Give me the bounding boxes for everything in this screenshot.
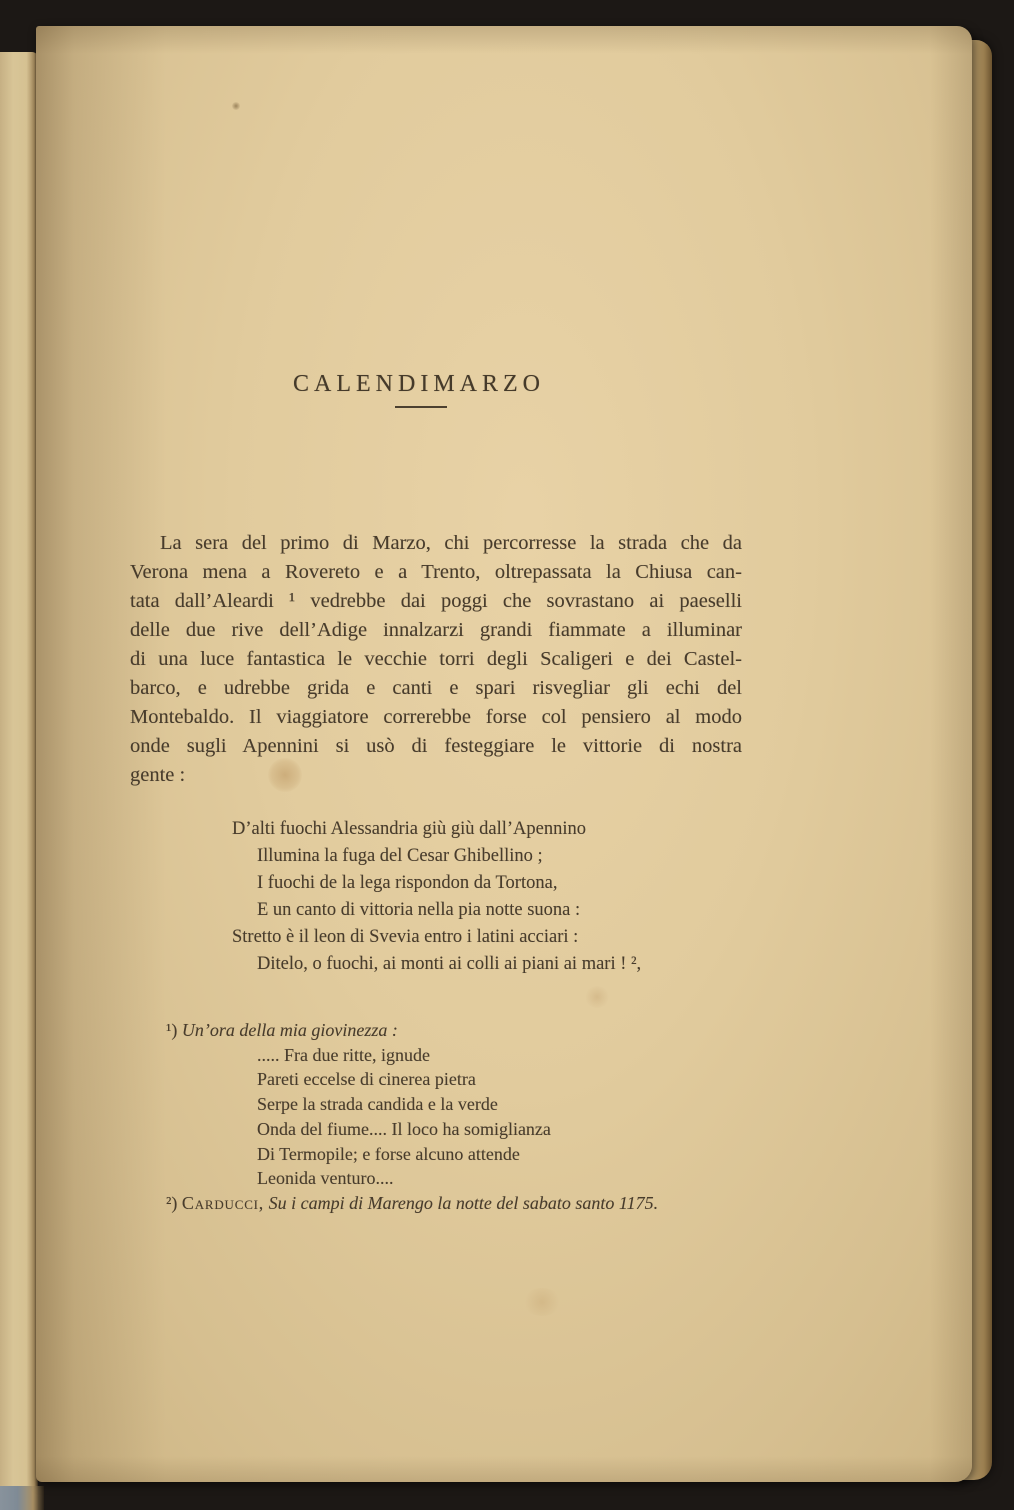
book-cover-glimpse bbox=[0, 1486, 44, 1510]
footnote-2-author: Carducci, bbox=[181, 1192, 265, 1213]
footnotes bbox=[166, 1018, 786, 1216]
footnote-verse-line: Serpe la strada candida e la verde bbox=[257, 1094, 498, 1115]
footnote-verse-line: ..... Fra due ritte, ignude bbox=[257, 1044, 430, 1065]
verse-line: E un canto di vittoria nella pia notte suona : bbox=[257, 900, 581, 920]
book-page bbox=[36, 26, 972, 1482]
verse-line: Illumina la fuga del Cesar Ghibellino ; bbox=[257, 846, 543, 866]
footnote-2 bbox=[166, 1191, 786, 1216]
paragraph-line: di una luce fantastica le vecchie torri degli Scaligeri e dei Castel- bbox=[130, 648, 742, 670]
verse-line: Stretto è il leon di Svevia entro i latini acciari : bbox=[232, 927, 579, 947]
paper-stain bbox=[584, 986, 610, 1008]
paper-stain bbox=[522, 1288, 562, 1316]
paper-stain bbox=[232, 102, 240, 110]
verse-line: I fuochi de la lega rispondon da Tortona, bbox=[257, 873, 558, 893]
facing-page-edge bbox=[0, 52, 38, 1510]
footnote-2-work-title: Su i campi di Marengo la notte del sabato santo 1175. bbox=[268, 1192, 659, 1213]
paragraph-line: Verona mena a Rovereto e a Trento, oltrepassata la Chiusa can- bbox=[130, 561, 742, 583]
paragraph-line: gente : bbox=[130, 764, 186, 786]
title-rule bbox=[395, 406, 447, 408]
paragraph-line: tata dall’Aleardi ¹ vedrebbe dai poggi che sovrastano ai paeselli bbox=[130, 590, 742, 612]
footnote-verse-line: Pareti eccelse di cinerea pietra bbox=[257, 1069, 476, 1090]
footnote-1-title: Un’ora della mia giovinezza : bbox=[181, 1020, 398, 1040]
chapter-title: CALENDIMARZO bbox=[293, 371, 545, 397]
paragraph-line: onde sugli Apennini si usò di festeggiare le vittorie di nostra bbox=[130, 735, 742, 757]
verse-line: Ditelo, o fuochi, ai monti ai colli ai piani ai mari ! ², bbox=[257, 954, 642, 974]
main-paragraph bbox=[130, 529, 742, 790]
paragraph-line: Montebaldo. Il viaggiatore correrebbe forse col pensiero al modo bbox=[130, 706, 742, 728]
paragraph-line: barco, e udrebbe grida e canti e spari risvegliar gli echi del bbox=[130, 677, 742, 699]
footnote-1-marker: ¹) bbox=[166, 1020, 178, 1040]
quoted-verse bbox=[232, 816, 792, 978]
footnote-1-heading bbox=[166, 1018, 786, 1043]
paragraph-line: La sera del primo di Marzo, chi percorresse la strada che da bbox=[160, 532, 742, 554]
footnote-verse-line: Di Termopile; e forse alcuno attende bbox=[257, 1143, 520, 1164]
paragraph-line: delle due rive dell’Adige innalzarzi grandi fiammate a illuminar bbox=[130, 619, 742, 641]
footnote-verse-line: Onda del fiume.... Il loco ha somiglianza bbox=[257, 1118, 551, 1139]
footnote-2-marker: ²) bbox=[166, 1192, 178, 1213]
verse-line: D’alti fuochi Alessandria giù giù dall’Apennino bbox=[232, 819, 586, 839]
footnote-verse-line: Leonida venturo.... bbox=[257, 1168, 394, 1189]
